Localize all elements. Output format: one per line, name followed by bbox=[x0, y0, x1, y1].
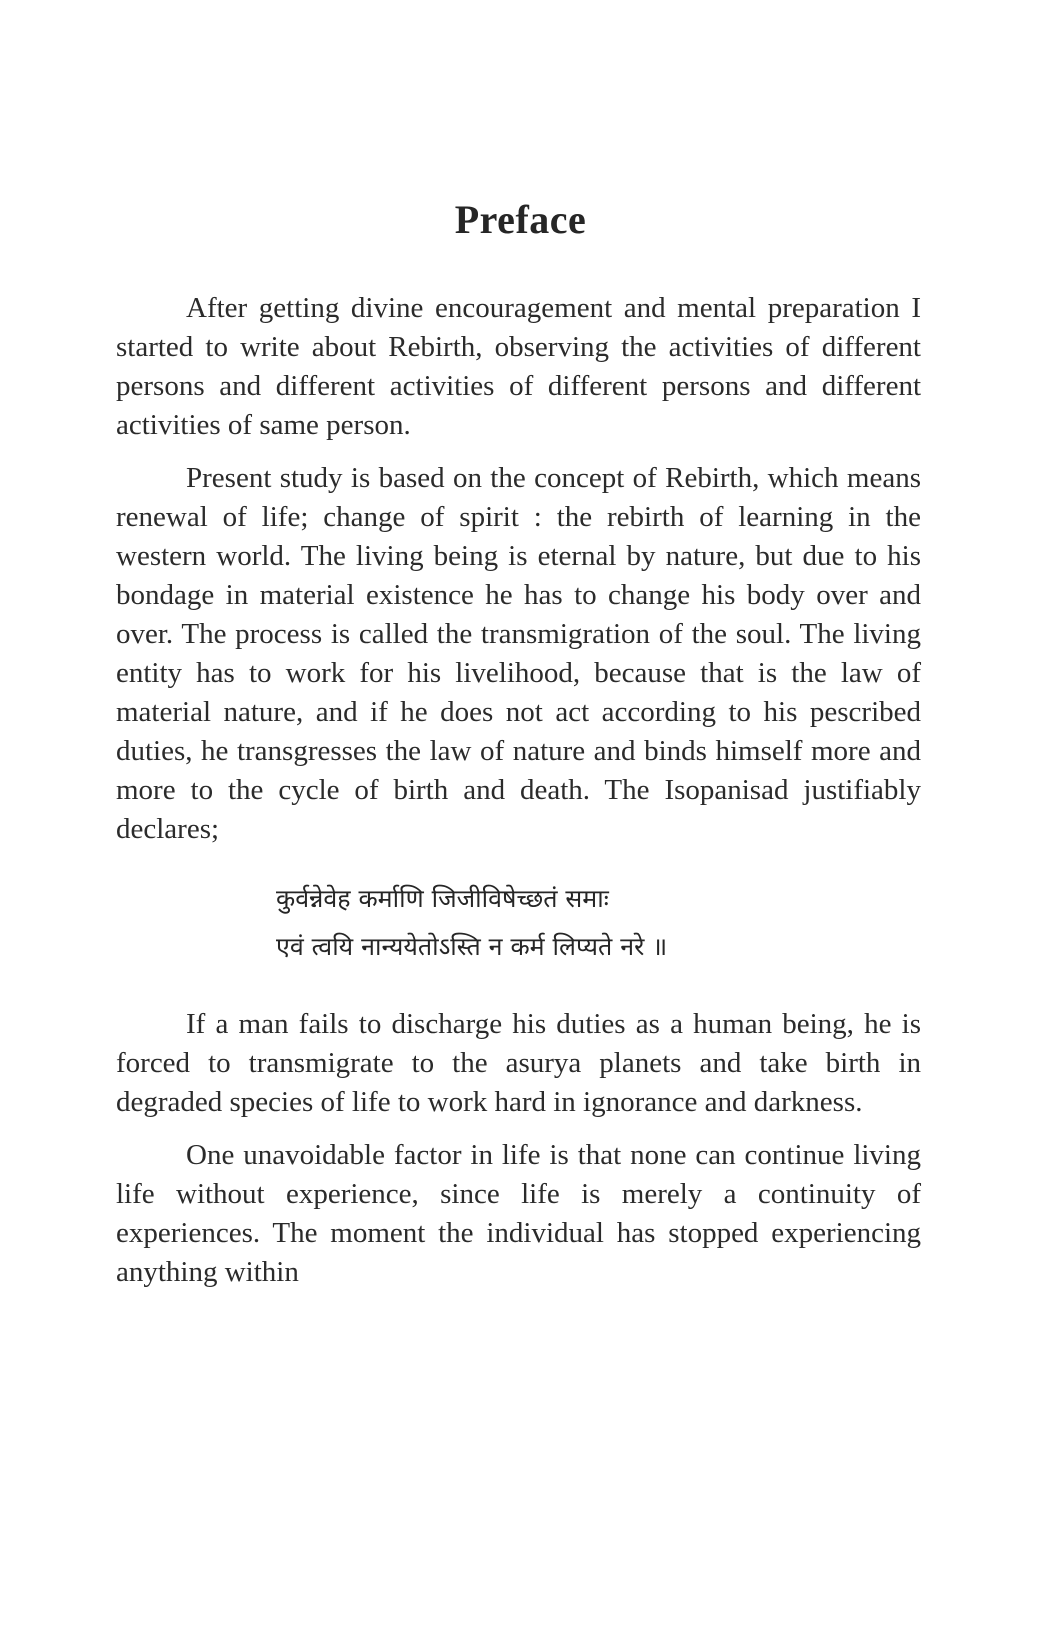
sanskrit-verse bbox=[116, 875, 921, 971]
preface-body bbox=[116, 289, 921, 1306]
verse-line-1: कुर्वन्नेवेह कर्माणि जिजीविषेच्छतं समाः bbox=[276, 884, 609, 913]
paragraph-2: Present study is based on the concept of Rebirth, which means renewal of life; change of spirit : the rebirth of learning in the western world. The living being is eternal by nature, but due to his bondage in material existence he has to change his body over and over. The process is called the transmigration of the soul. The living entity has to work for his livelihood, because that is the law of material nature, and if he does not act according to his pescribed duties, he transgresses the law of nature and binds himself more and more to the cycle of birth and death. The Isopanisad justifiably declares; bbox=[116, 462, 921, 845]
paragraph-4: One unavoidable factor in life is that none can continue living life without experience, since life is merely a continuity of experiences. The moment the individual has stopped experiencing anything within bbox=[116, 1139, 921, 1288]
paragraph-1: After getting divine encouragement and mental preparation I started to write about Rebirth, observing the activities of different persons and different activities of different persons and different activities of same person. bbox=[116, 292, 921, 441]
page-title: Preface bbox=[454, 197, 587, 242]
paragraph-3: If a man fails to discharge his duties as a human being, he is forced to transmigrate to the asurya planets and take birth in degraded species of life to work hard in ignorance and darkness. bbox=[116, 1008, 921, 1118]
verse-line-2: एवं त्वयि नान्ययेतोऽस्ति न कर्म लिप्यते नरे ॥ bbox=[276, 932, 668, 961]
